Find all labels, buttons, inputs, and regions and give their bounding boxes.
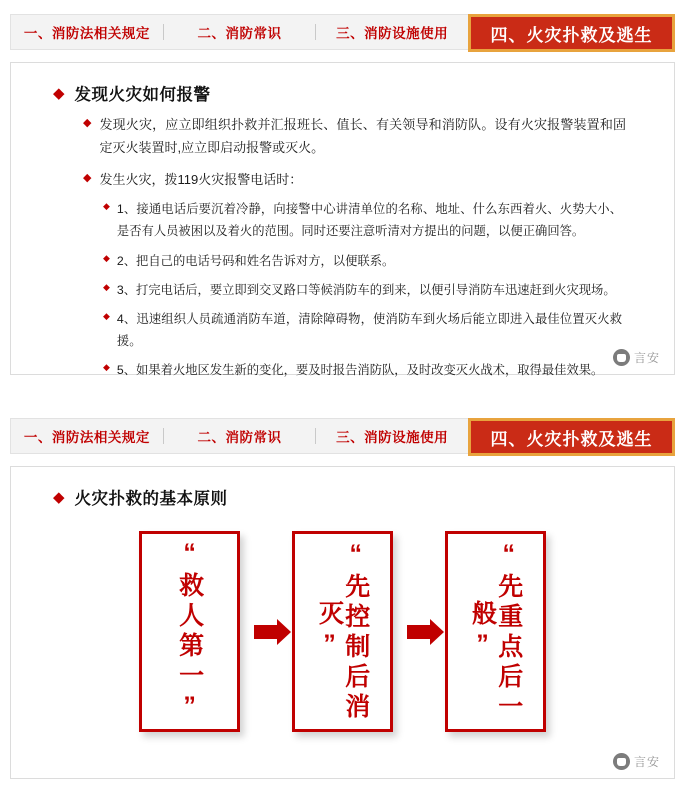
list-item <box>11 301 674 352</box>
list-item <box>11 243 674 272</box>
nav-item-firefighting-escape-active[interactable]: 四、火灾扑救及逃生 <box>468 14 675 52</box>
slide-1-heading-row <box>11 63 674 105</box>
diamond-bullet-icon: ◆ <box>53 488 65 506</box>
list-item-text: 2、把自己的电话号码和姓名告诉对方，以便联系。 <box>116 253 395 268</box>
nav-item-regulations[interactable]: 一、消防法相关规定 <box>23 26 150 41</box>
flow-arrow-icon <box>393 625 445 639</box>
bullet-level2-1-text: 发现火灾，应立即组织扑救并汇报班长、值长、有关领导和消防队。设有火灾报警装置和固定灭火装置时,应立即启动报警或灭火。 <box>99 117 626 155</box>
flow-box-rescue-first <box>139 531 240 732</box>
nav-item-firefighting-escape-active[interactable]: 四、火灾扑救及逃生 <box>468 418 675 456</box>
list-item-text: 5、如果着火地区发生新的变化，要及时报告消防队，及时改变灭火战术，取得最佳效果。 <box>116 363 604 377</box>
diamond-bullet-icon: ◆ <box>83 117 92 129</box>
watermark-text: 言安 <box>633 351 660 365</box>
diamond-bullet-icon: ◆ <box>103 310 110 321</box>
diamond-bullet-icon: ◆ <box>103 362 110 372</box>
slide-2-heading-row <box>11 467 674 509</box>
slide-2-heading: 火灾扑救的基本原则 <box>74 490 228 508</box>
slide-1 <box>0 0 685 390</box>
page-separator <box>0 390 685 404</box>
diamond-bullet-icon: ◆ <box>83 171 92 184</box>
bullet-level2-2 <box>11 160 674 192</box>
nav-item-equipment-usage[interactable]: 三、消防设施使用 <box>336 26 449 41</box>
flow-box-priority-then-general <box>445 531 546 732</box>
nav-item-common-knowledge[interactable]: 二、消防常识 <box>197 430 282 445</box>
flow-box-control-then-extinguish <box>292 531 393 732</box>
flow-box-label: “救人第一” <box>175 538 204 725</box>
watermark <box>613 349 660 366</box>
nav-item-regulations[interactable]: 一、消防法相关规定 <box>23 430 150 445</box>
principles-flow-diagram <box>11 531 674 732</box>
watermark <box>613 753 660 770</box>
slide-1-content <box>10 62 675 375</box>
diamond-bullet-icon: ◆ <box>53 84 65 102</box>
list-item-text: 1、接通电话后要沉着冷静，向接警中心讲清单位的名称、地址、什么东西着火、火势大小、是否有人员被困以及着火的范围。同时还要注意听清对方提出的问题，以便正确回答。 <box>116 202 622 239</box>
navigation-bar <box>10 418 675 456</box>
slide-2 <box>0 404 685 793</box>
bullet-level2-1 <box>11 105 674 160</box>
diamond-bullet-icon: ◆ <box>103 281 110 292</box>
bullet-level2-2-text: 发生火灾，拨119火灾报警电话时： <box>99 171 303 187</box>
nav-item-equipment-usage[interactable]: 三、消防设施使用 <box>336 430 449 445</box>
watermark-logo-icon <box>613 753 630 770</box>
navigation-bar <box>10 14 675 52</box>
watermark-text: 言安 <box>633 755 660 769</box>
slide-1-heading: 发现火灾如何报警 <box>74 86 211 104</box>
watermark-logo-icon <box>613 349 630 366</box>
flow-box-label: “先控制后消灭” <box>315 540 370 723</box>
diamond-bullet-icon: ◆ <box>103 201 110 212</box>
list-item <box>11 272 674 301</box>
list-item <box>11 352 674 381</box>
slide-2-content <box>10 466 675 779</box>
diamond-bullet-icon: ◆ <box>103 252 110 263</box>
nav-inactive-group <box>10 14 468 50</box>
flow-box-label: “先重点后一般” <box>468 540 523 723</box>
list-item-text: 3、打完电话后，要立即到交叉路口等候消防车的到来，以便引导消防车迅速赶到火灾现场。 <box>116 282 616 297</box>
list-item-text: 4、迅速组织人员疏通消防车道，清除障碍物，使消防车到火场后能立即进入最佳位置灭火救援。 <box>116 311 622 348</box>
nav-inactive-group <box>10 418 468 454</box>
nav-item-common-knowledge[interactable]: 二、消防常识 <box>197 26 282 41</box>
list-item <box>11 191 674 242</box>
flow-arrow-icon <box>240 625 292 639</box>
